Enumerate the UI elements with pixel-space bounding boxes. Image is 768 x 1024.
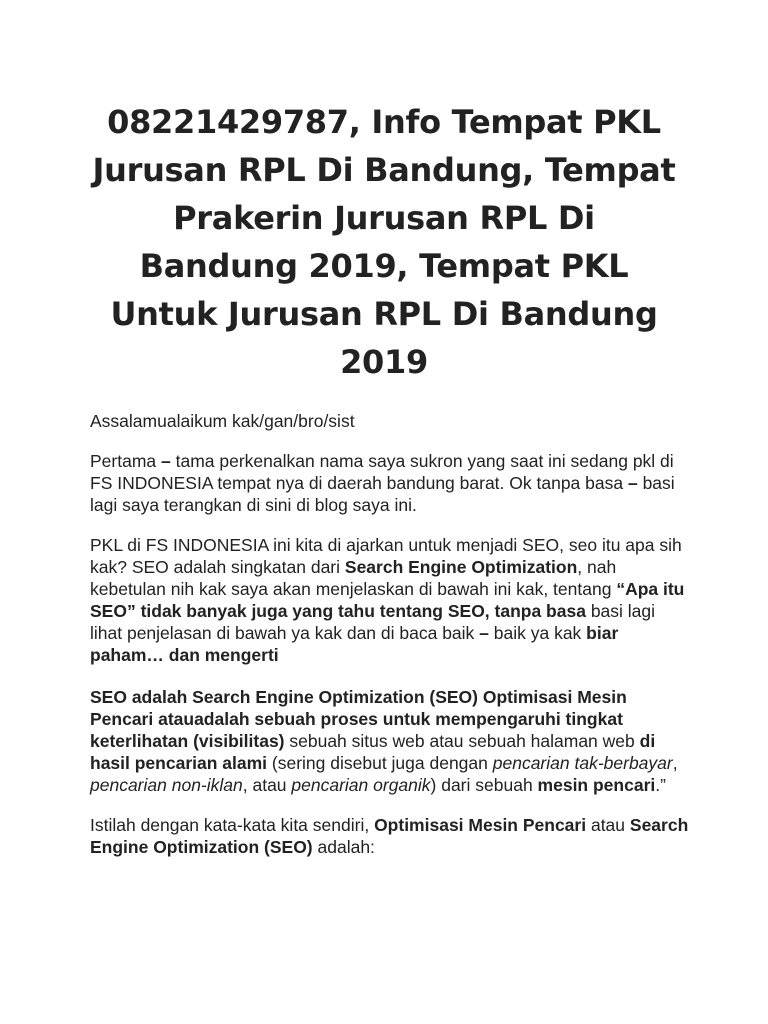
text-run: Istilah dengan kata-kata kita sendiri, — [90, 815, 375, 835]
italic-run: pencarian tak-berbayar — [492, 753, 673, 773]
text-run: , nah kebetulan nih kak saya akan menjelaskan di bawah ini kak, tentang — [90, 557, 617, 599]
bold-run: “Apa itu SEO” tidak banyak juga yang tahu tentang SEO, tanpa basa — [90, 579, 685, 621]
text-run: , atau — [242, 775, 292, 795]
pkl-paragraph — [90, 534, 690, 666]
page-title: 08221429787, Info Tempat PKL Jurusan RPL Di Bandung, Tempat Prakerin Jurusan RPL Di Bandung 2019, Tempat PKL Untuk Jurusan RPL Di Bandung 2019 — [92, 103, 676, 381]
text-run: tama perkenalkan nama saya sukron yang saat ini sedang pkl di FS INDONESIA tempat nya di daerah bandung barat. Ok tanpa basa — [90, 451, 674, 493]
text-run: PKL di FS INDONESIA ini kita di ajarkan untuk menjadi SEO, seo itu apa sih kak? SEO adalah singkatan dari — [90, 535, 682, 577]
text-run: basi lagi saya terangkan di sini di blog saya ini. — [90, 473, 675, 515]
text-run: (sering disebut juga dengan — [267, 753, 493, 773]
term-paragraph — [90, 814, 690, 858]
intro-paragraph — [90, 450, 690, 516]
bold-run: – — [627, 473, 638, 493]
article-body — [90, 410, 690, 876]
text-run: ) dari sebuah — [430, 775, 538, 795]
italic-run: pencarian organik — [291, 775, 431, 795]
bold-run: mesin pencari — [537, 775, 656, 795]
italic-run: pencarian non-iklan — [90, 775, 243, 795]
bold-run: biar paham… dan mengerti — [90, 623, 619, 665]
text-run: , — [672, 753, 678, 773]
bold-run: – — [479, 623, 489, 643]
bold-run: Search Engine Optimization (SEO) — [90, 815, 689, 857]
bold-run: Optimisasi Mesin Pencari — [374, 815, 587, 835]
text-run: Pertama — [90, 451, 161, 471]
bold-run: SEO adalah Search Engine Optimization (SEO) Optimisasi Mesin Pencari atauadalah sebuah proses untuk mempengaruhi tingkat keterlihatan (visibilitas) — [90, 687, 627, 751]
bold-run: – — [161, 451, 171, 471]
text-run: .” — [655, 775, 666, 795]
bold-run: Search Engine Optimization — [344, 557, 578, 577]
text-run: atau — [586, 815, 630, 835]
text-run: baik ya kak — [488, 623, 587, 643]
text-run: sebuah situs web atau sebuah halaman web — [284, 731, 640, 751]
bold-run: di hasil pencarian alami — [90, 731, 656, 773]
text-run: basi lagi lihat penjelasan di bawah ya kak dan di baca baik — [90, 601, 656, 643]
greeting-paragraph: Assalamualaikum kak/gan/bro/sist — [90, 411, 355, 431]
text-run: adalah: — [312, 837, 375, 857]
seo-definition-paragraph — [90, 686, 690, 796]
